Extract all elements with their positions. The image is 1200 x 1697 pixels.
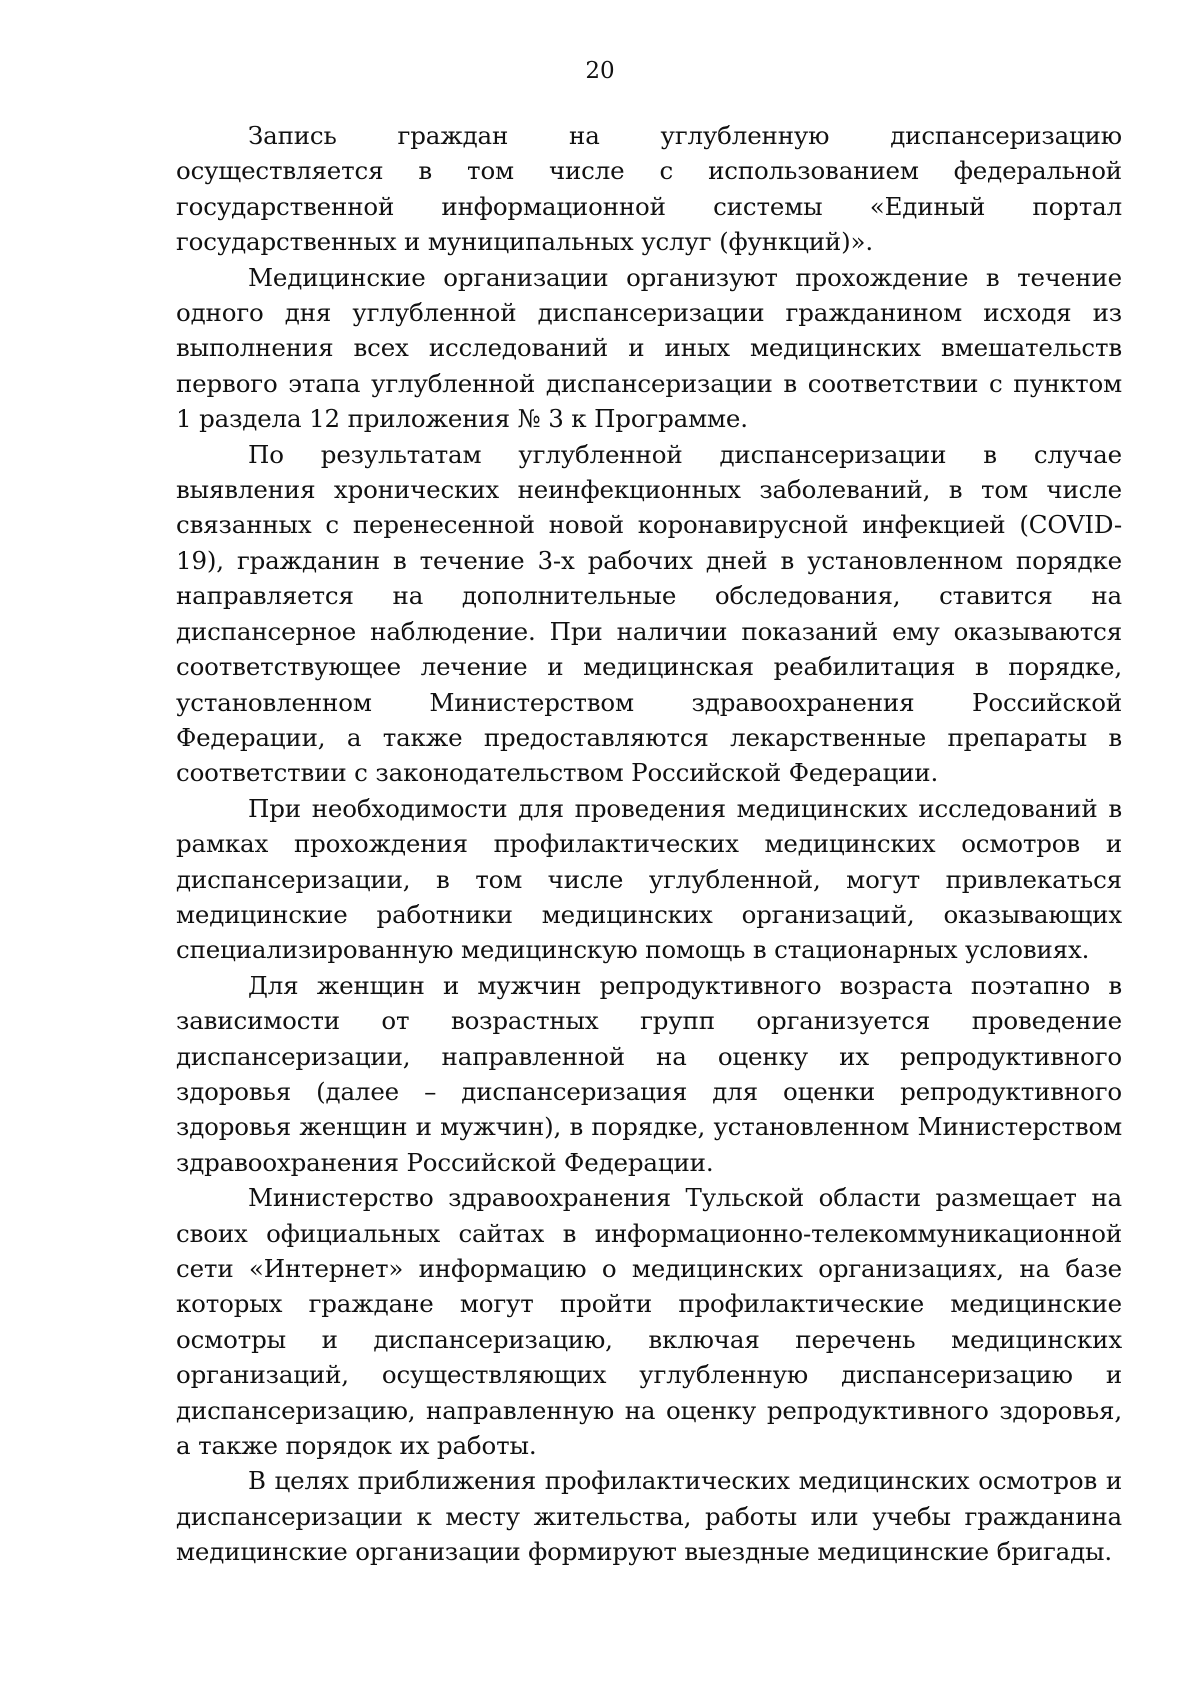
paragraph-reproductive-health: Для женщин и мужчин репродуктивного возраста поэтапно в зависимости от возрастных групп организуется проведение диспансеризации, направленной на оценку их репродуктивного здоровья (далее – диспансеризация для оценки репродуктивного здоровья женщин и мужчин), в порядке, установленном Министерством здравоохранения Российской Федерации. — [176, 970, 1122, 1177]
paragraph-ministry-information: Министерство здравоохранения Тульской области размещает на своих официальных сайтах в информационно-телекоммуникационной сети «Интернет» информацию о медицинских организациях, на базе которых граждане могут пройти профилактические медицинские осмотры и диспансеризацию, включая перечень медицинских организаций, осуществляющих углубленную диспансеризацию и диспансеризацию, направленную на оценку репродуктивного здоровья, а также порядок их работы. — [176, 1183, 1122, 1461]
paragraph-appointment-booking: Запись граждан на углубленную диспансеризацию осуществляется в том числе с использованием федеральной государственной информационной системы «Единый портал государственных и муниципальных услуг (функций)». — [176, 121, 1122, 257]
paragraph-mobile-teams: В целях приближения профилактических медицинских осмотров и диспансеризации к месту жительства, работы или учебы гражданина медицинские организации формируют выездные медицинские бригады. — [176, 1466, 1122, 1567]
paragraph-one-day-examination: Медицинские организации организуют прохождение в течение одного дня углубленной диспансеризации гражданином исходя из выполнения всех исследований и иных медицинских вмешательств первого этапа углубленной диспансеризации в соответствии с пунктом 1 раздела 12 приложения № 3 к Программе. — [176, 262, 1122, 434]
document-body — [176, 118, 1122, 1570]
paragraph-results-follow-up: По результатам углубленной диспансеризации в случае выявления хронических неинфекционных заболеваний, в том числе связанных с перенесенной новой коронавирусной инфекцией (COVID-19), гражданин в течение 3-х рабочих дней в установленном порядке направляется на дополнительные обследования, ставится на диспансерное наблюдение. При наличии показаний ему оказываются соответствующее лечение и медицинская реабилитация в порядке, установленном Министерством здравоохранения Российской Федерации, а также предоставляются лекарственные препараты в соответствии с законодательством Российской Федерации. — [176, 439, 1122, 788]
page-number: 20 — [585, 58, 615, 84]
paragraph-involved-specialists: При необходимости для проведения медицинских исследований в рамках прохождения профилактических медицинских осмотров и диспансеризации, в том числе углубленной, могут привлекаться медицинские работники медицинских организаций, оказывающих специализированную медицинскую помощь в стационарных условиях. — [176, 793, 1122, 965]
